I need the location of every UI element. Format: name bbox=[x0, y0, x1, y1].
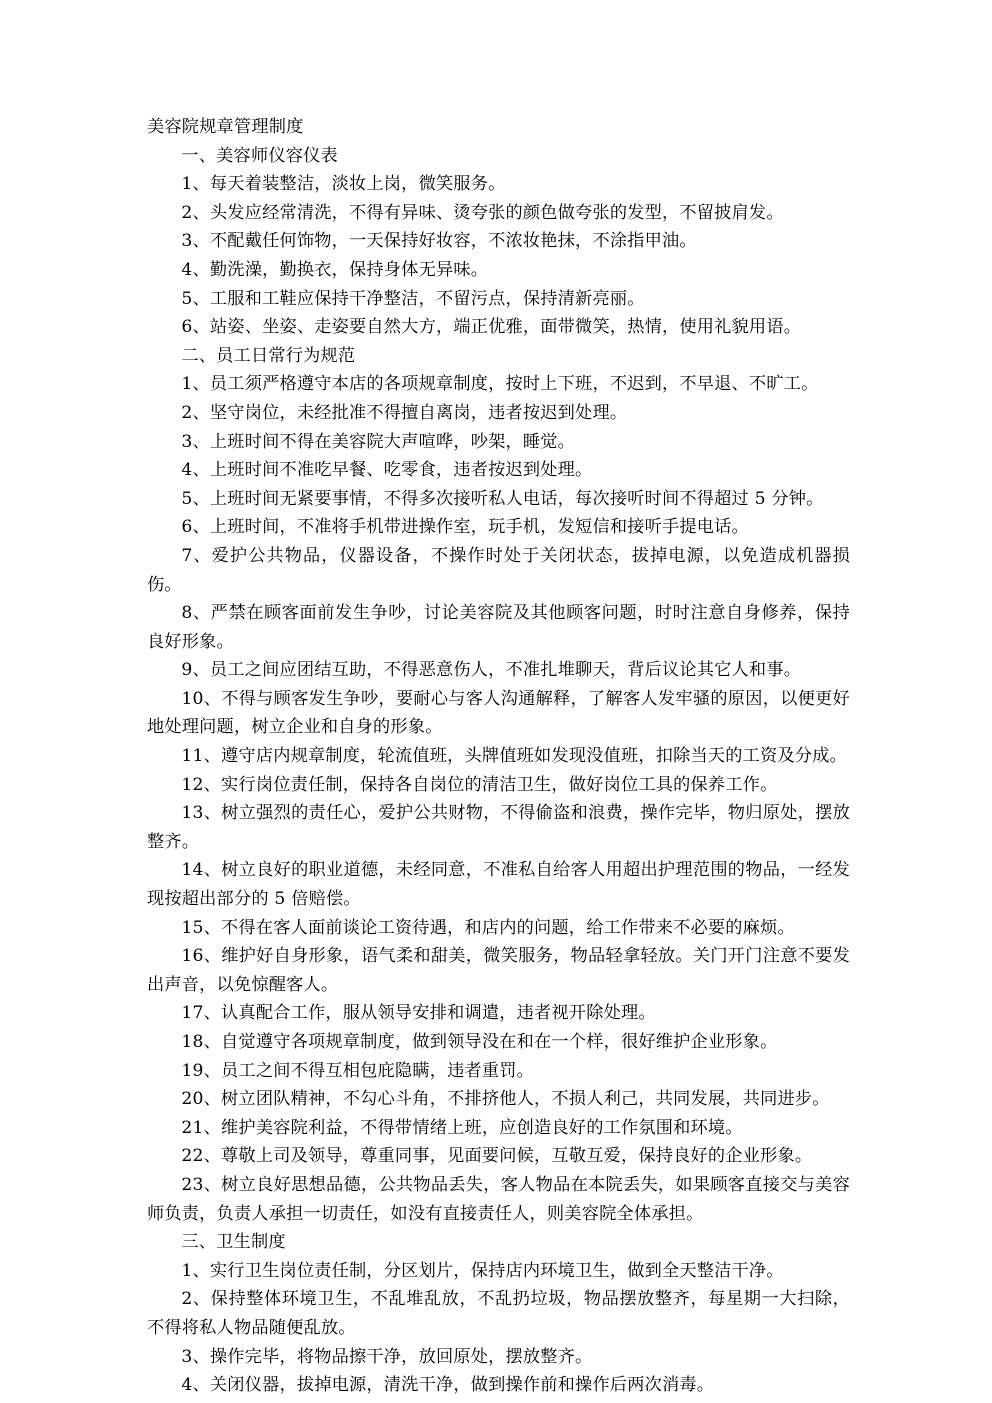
rule-item: 20、树立团队精神，不勾心斗角，不排挤他人，不损人利己，共同发展，共同进步。 bbox=[181, 1089, 830, 1110]
rule-item: 2、保持整体环境卫生，不乱堆乱放，不乱扔垃圾，物品摆放整齐，每星期一大扫除，不得将私人物品随便乱放。 bbox=[147, 1289, 850, 1338]
rule-item: 10、不得与顾客发生争吵，要耐心与客人沟通解释，了解客人发牢骚的原因，以便更好地处理问题，树立企业和自身的形象。 bbox=[147, 688, 850, 738]
rule-item: 22、尊敬上司及领导，尊重同事，见面要问候，互敬互爱，保持良好的企业形象。 bbox=[181, 1146, 813, 1167]
rule-item: 19、员工之间不得互相包庇隐瞒，违者重罚。 bbox=[181, 1060, 535, 1081]
rule-item: 5、上班时间无紧要事情，不得多次接听私人电话，每次接听时间不得超过 5 分钟。 bbox=[181, 488, 824, 509]
rule-item: 1、实行卫生岗位责任制，分区划片，保持店内环境卫生，做到全天整洁干净。 bbox=[181, 1260, 784, 1281]
rule-item: 16、维护好自身形象，语气柔和甜美，微笑服务，物品轻拿轻放。关门开门注意不要发出声音，以免惊醒客人。 bbox=[147, 946, 850, 995]
rule-item: 18、自觉遵守各项规章制度，做到领导没在和在一个样，很好维护企业形象。 bbox=[181, 1032, 778, 1052]
rule-item: 21、维护美容院利益，不得带情绪上班，应创造良好的工作氛围和环境。 bbox=[181, 1117, 743, 1138]
rule-item: 2、头发应经常清洗，不得有异味、烫夸张的颜色做夸张的发型，不留披肩发。 bbox=[181, 202, 784, 223]
rule-item: 4、关闭仪器，拔掉电源，清洗干净，做到操作前和操作后两次消毒。 bbox=[181, 1375, 715, 1396]
document-title: 美容院规章管理制度 bbox=[147, 117, 304, 137]
rule-item: 9、员工之间应团结互助，不得恶意伤人，不准扎堆聊天，背后议论其它人和事。 bbox=[181, 660, 802, 681]
rule-item: 17、认真配合工作，服从领导安排和调遣，违者视开除处理。 bbox=[181, 1003, 656, 1024]
rule-item: 1、每天着装整洁，淡妆上岗，微笑服务。 bbox=[181, 174, 506, 195]
rule-item: 3、不配戴任何饰物，一天保持好妆容，不浓妆艳抹，不涂指甲油。 bbox=[181, 231, 697, 252]
rule-item: 4、勤洗澡，勤换衣，保持身体无异味。 bbox=[181, 259, 489, 280]
rule-item: 3、操作完毕，将物品擦干净，放回原处，摆放整齐。 bbox=[181, 1346, 593, 1367]
section-heading: 三、卫生制度 bbox=[181, 1232, 286, 1253]
rule-item: 23、树立良好思想品德，公共物品丢失，客人物品在本院丢失，如果顾客直接交与美容师负责，负责人承担一切责任，如没有直接责任人，则美容院全体承担。 bbox=[147, 1174, 850, 1224]
rule-item: 11、遵守店内规章制度，轮流值班，头牌值班如发现没值班，扣除当天的工资及分成。 bbox=[181, 746, 848, 767]
rule-item: 5、工服和工鞋应保持干净整洁，不留污点，保持清新亮丽。 bbox=[181, 288, 645, 309]
section-heading: 二、员工日常行为规范 bbox=[181, 345, 356, 366]
rule-item: 12、实行岗位责任制，保持各自岗位的清洁卫生，做好岗位工具的保养工作。 bbox=[181, 774, 778, 795]
rule-item: 6、站姿、坐姿、走姿要自然大方，端正优雅，面带微笑，热情，使用礼貌用语。 bbox=[181, 317, 802, 338]
rule-item: 2、坚守岗位，未经批准不得擅自离岗，违者按迟到处理。 bbox=[181, 402, 628, 423]
section-heading: 一、美容师仪容仪表 bbox=[181, 145, 338, 166]
rule-item: 4、上班时间不准吃早餐、吃零食，违者按迟到处理。 bbox=[181, 460, 593, 481]
document-body bbox=[147, 113, 850, 1400]
rule-item: 6、上班时间，不准将手机带进操作室，玩手机，发短信和接听手提电话。 bbox=[181, 517, 749, 538]
rule-item: 15、不得在客人面前谈论工资待遇，和店内的问题，给工作带来不必要的麻烦。 bbox=[181, 917, 795, 938]
rule-item: 8、严禁在顾客面前发生争吵，讨论美容院及其他顾客问题，时时注意自身修养，保持良好形象。 bbox=[147, 603, 850, 652]
rule-item: 14、树立良好的职业道德，未经同意，不准私自给客人用超出护理范围的物品，一经发现按超出部分的 5 倍赔偿。 bbox=[147, 860, 850, 910]
rule-item: 13、树立强烈的责任心，爱护公共财物，不得偷盗和浪费，操作完毕，物归原处，摆放整齐。 bbox=[147, 803, 850, 852]
rule-item: 7、爱护公共物品，仪器设备，不操作时处于关闭状态，拔掉电源，以免造成机器损伤。 bbox=[147, 545, 850, 595]
rule-item: 1、员工须严格遵守本店的各项规章制度，按时上下班，不迟到，不早退、不旷工。 bbox=[181, 374, 819, 395]
rule-item: 3、上班时间不得在美容院大声喧哗，吵架，睡觉。 bbox=[181, 431, 576, 452]
